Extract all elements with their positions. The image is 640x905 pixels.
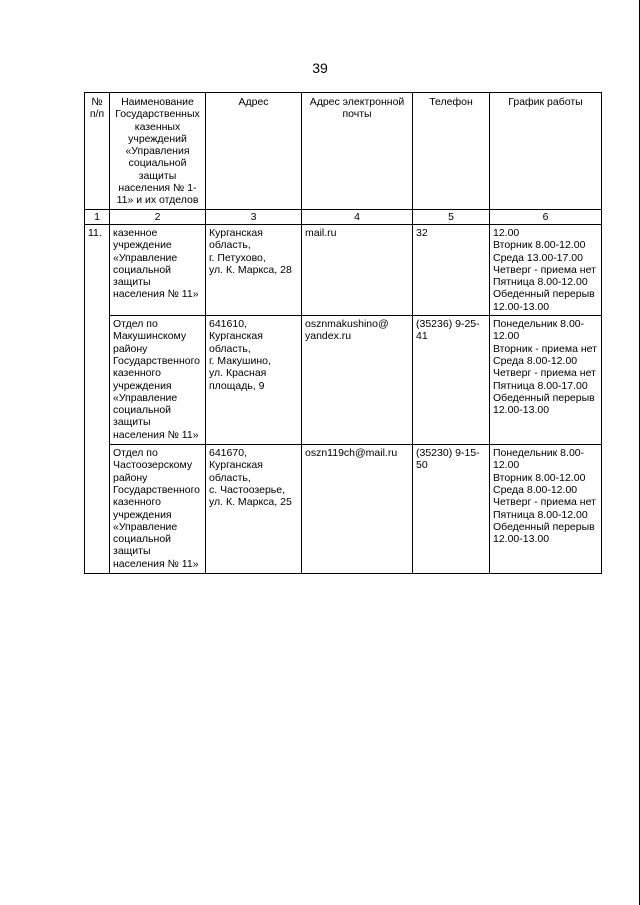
phone: (35230) 9-15- 50 bbox=[413, 445, 490, 574]
schedule: Понедельник 8.00- 12.00 Вторник 8.00-12.00 Среда 8.00-12.00 Четверг - приема нет Пятница 8.00-12.00 Обеденный перерыв 12.00-13.00 bbox=[490, 445, 602, 574]
email: oszn119ch@mail.ru bbox=[302, 445, 413, 574]
schedule: 12.00 Вторник 8.00-12.00 Среда 13.00-17.00 Четверг - приема нет Пятница 8.00-12.00 Обеденный перерыв 12.00-13.00 bbox=[490, 224, 602, 315]
schedule: Понедельник 8.00- 12.00 Вторник - приема нет Среда 8.00-12.00 Четверг - приема нет Пятница 8.00-17.00 Обеденный перерыв 12.00-13.00 bbox=[490, 316, 602, 445]
table-row bbox=[85, 445, 602, 574]
header-row bbox=[85, 93, 602, 210]
column-number-row bbox=[85, 209, 602, 224]
table-row bbox=[85, 316, 602, 445]
header-schedule: График работы bbox=[490, 93, 602, 210]
page-number: 39 bbox=[312, 60, 328, 76]
offices-table bbox=[84, 92, 602, 574]
column-number: 6 bbox=[490, 209, 602, 224]
column-number: 3 bbox=[206, 209, 302, 224]
header-name: Наименование Государственных казенных учреждений «Управления социальной защиты населения № 1- 11» и их отделов bbox=[110, 93, 206, 210]
institution-name: Отдел по Макушинскому району Государственного казенного учреждения «Управление социальной защиты населения № 11» bbox=[110, 316, 206, 445]
column-number: 2 bbox=[110, 209, 206, 224]
column-number: 1 bbox=[85, 209, 110, 224]
phone: 32 bbox=[413, 224, 490, 315]
institution-name: Отдел по Частоозерскому району Государственного казенного учреждения «Управление социальной защиты населения № 11» bbox=[110, 445, 206, 574]
address: Курганская область, г. Петухово, ул. К. Маркса, 28 bbox=[206, 224, 302, 315]
email: osznmakushino@ yandex.ru bbox=[302, 316, 413, 445]
phone: (35236) 9-25- 41 bbox=[413, 316, 490, 445]
email: mail.ru bbox=[302, 224, 413, 315]
row-number bbox=[85, 445, 110, 574]
address: 641610, Курганская область, г. Макушино, ул. Красная площадь, 9 bbox=[206, 316, 302, 445]
address: 641670, Курганская область, с. Частоозерье, ул. К. Маркса, 25 bbox=[206, 445, 302, 574]
institution-name: казенное учреждение «Управление социальной защиты населения № 11» bbox=[110, 224, 206, 315]
table-row bbox=[85, 224, 602, 315]
header-address: Адрес bbox=[206, 93, 302, 210]
header-email: Адрес электронной почты bbox=[302, 93, 413, 210]
column-number: 5 bbox=[413, 209, 490, 224]
row-number bbox=[85, 316, 110, 445]
column-number: 4 bbox=[302, 209, 413, 224]
header-number: № п/п bbox=[85, 93, 110, 210]
row-number: 11. bbox=[85, 224, 110, 315]
header-phone: Телефон bbox=[413, 93, 490, 210]
